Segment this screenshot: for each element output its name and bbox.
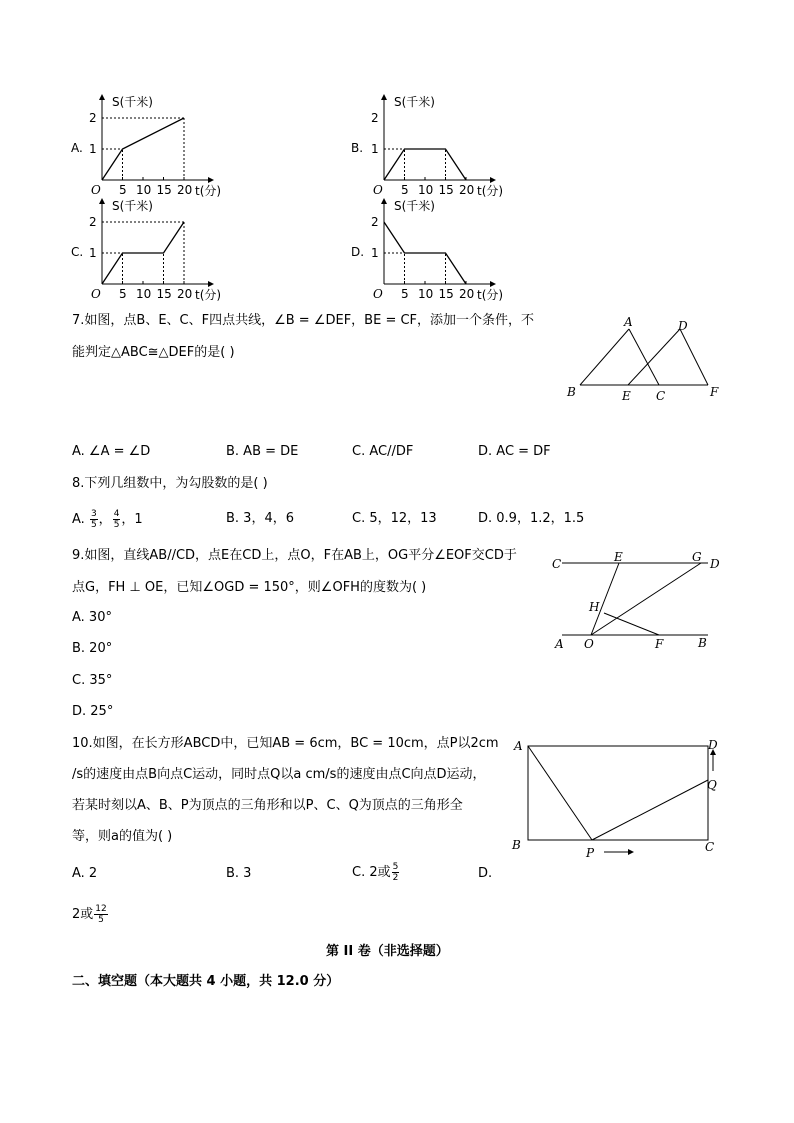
q9-option-d: D. 25° bbox=[72, 704, 114, 719]
graph-1-x-tick-5: 5 bbox=[119, 183, 127, 197]
q10-stem-line3: 若某时刻以A、B、P为顶点的三角形和以P、C、Q为顶点的三角形全 bbox=[72, 798, 463, 813]
graph-2-x-tick-15: 15 bbox=[438, 183, 454, 197]
q10-option-c-num: 5 bbox=[392, 862, 399, 872]
graph-4-y-tick-1: 1 bbox=[371, 246, 379, 260]
graph-3-option-label: C. bbox=[71, 245, 84, 259]
graph-1-option-label: A. bbox=[71, 141, 83, 155]
q7-label-a: A bbox=[624, 315, 633, 329]
q10-option-c-den: 2 bbox=[392, 873, 399, 883]
q10-stem-line2: /s的速度由点B向点C运动，同时点Q以a cm/s的速度由点C向点D运动， bbox=[72, 767, 486, 782]
q10-rectangle-abcd bbox=[528, 746, 708, 840]
graph-4-x-tick-15: 15 bbox=[438, 287, 454, 301]
q10-option-d-prefix: 2或 bbox=[72, 907, 94, 922]
q9-label-e: E bbox=[614, 550, 623, 564]
q10-label-c: C bbox=[705, 840, 715, 854]
graph-1-x-tick-15: 15 bbox=[156, 183, 172, 197]
q9-option-c: C. 35° bbox=[72, 673, 113, 688]
q7-label-c: C bbox=[656, 389, 666, 403]
q10-label-d: D bbox=[708, 738, 718, 752]
q10-label-a: A bbox=[514, 739, 523, 753]
q8-fraction-2-num: 4 bbox=[113, 509, 120, 519]
q7-line-df bbox=[680, 329, 708, 385]
graph-1-x-arrow bbox=[208, 177, 214, 183]
graph-1-x-label: t(分) bbox=[195, 184, 222, 198]
graph-3-origin-label: O bbox=[91, 287, 101, 301]
graph-3-x-tick-5: 5 bbox=[119, 287, 127, 301]
graph-2-y-arrow bbox=[381, 94, 387, 100]
q9-line-oe bbox=[591, 563, 619, 635]
q9-figure bbox=[550, 550, 730, 650]
graph-3-y-tick-2: 2 bbox=[89, 215, 97, 229]
q7-line-ba bbox=[580, 329, 629, 385]
graph-4-y-tick-2: 2 bbox=[371, 215, 379, 229]
graph-1-y-arrow bbox=[99, 94, 105, 100]
graph-2-data-line bbox=[384, 149, 466, 180]
q7-option-b: B. AB = DE bbox=[226, 444, 299, 459]
q10-stem-line4: 等，则a的值为( ) bbox=[72, 829, 173, 844]
q9-stem-line2: 点G，FH ⊥ OE，已知∠OGD = 150°，则∠OFH的度数为( ) bbox=[72, 580, 427, 595]
q8-option-a-prefix: A. bbox=[72, 512, 85, 527]
q10-stem-line1: 10.如图，在长方形ABCD中，已知AB = 6cm，BC = 10cm，点P以2cm bbox=[72, 736, 499, 751]
q9-label-d: D bbox=[710, 557, 720, 571]
graph-2-y-label: S(千米) bbox=[394, 95, 435, 109]
q7-label-b: B bbox=[567, 385, 576, 399]
q10-figure bbox=[510, 735, 730, 860]
q9-option-a: A. 30° bbox=[72, 610, 112, 625]
graph-3-x-label: t(分) bbox=[195, 288, 222, 302]
q10-option-d: D. bbox=[478, 866, 493, 881]
q9-line-og bbox=[591, 563, 701, 635]
q8-fraction-1 bbox=[90, 509, 98, 530]
graph-3-x-tick-10: 10 bbox=[136, 287, 152, 301]
graph-2-x-arrow bbox=[490, 177, 496, 183]
graph-3-y-label: S(千米) bbox=[112, 199, 153, 213]
q6-graphs bbox=[0, 0, 794, 310]
q7-option-a: A. ∠A = ∠D bbox=[72, 444, 151, 459]
graph-2-x-tick-20: 20 bbox=[459, 183, 475, 197]
section2-header: 二、填空题（本大题共 4 小题，共 12.0 分） bbox=[72, 974, 340, 989]
graph-3-y-arrow bbox=[99, 198, 105, 204]
q8-fraction-1-num: 3 bbox=[90, 509, 97, 519]
graph-4-option-label: D. bbox=[351, 245, 365, 259]
graph-3-x-arrow bbox=[208, 281, 214, 287]
graph-2-x-label: t(分) bbox=[477, 184, 504, 198]
q10-line-ap bbox=[528, 746, 592, 840]
q9-label-o: O bbox=[584, 637, 594, 651]
q10-label-p: P bbox=[586, 846, 595, 860]
q10-option-d-num: 12 bbox=[95, 904, 107, 914]
graph-3-x-tick-20: 20 bbox=[177, 287, 193, 301]
graph-4-x-tick-5: 5 bbox=[401, 287, 409, 301]
graph-4-x-label: t(分) bbox=[477, 288, 504, 302]
q10-arrowhead-p bbox=[628, 849, 634, 855]
graph-1-x-tick-20: 20 bbox=[177, 183, 193, 197]
q10-option-c bbox=[352, 862, 400, 883]
q7-option-c: C. AC//DF bbox=[352, 444, 414, 459]
graph-2-origin-label: O bbox=[373, 183, 383, 197]
q9-label-b: B bbox=[698, 636, 707, 650]
q9-label-c: C bbox=[552, 557, 562, 571]
graph-2-y-tick-2: 2 bbox=[371, 111, 379, 125]
graph-4-x-tick-10: 10 bbox=[418, 287, 434, 301]
q7-label-f: F bbox=[710, 385, 719, 399]
q9-label-f: F bbox=[655, 637, 664, 651]
q9-stem-line1: 9.如图，直线AB//CD，点E在CD上，点O，F在AB上，OG平分∠EOF交CD于 bbox=[72, 548, 517, 563]
q10-label-q: Q bbox=[707, 778, 717, 792]
q9-line-fh bbox=[604, 613, 659, 635]
q10-option-d-value bbox=[72, 904, 109, 925]
q8-option-d: D. 0.9，1.2，1.5 bbox=[478, 511, 585, 526]
q8-fraction-2 bbox=[113, 509, 121, 530]
q7-label-e: E bbox=[622, 389, 631, 403]
q7-figure bbox=[562, 314, 732, 404]
q10-option-c-prefix: C. 2或 bbox=[352, 865, 391, 880]
q8-fraction-1-den: 5 bbox=[90, 520, 97, 530]
q8-stem: 8.下列几组数中，为勾股数的是( ) bbox=[72, 476, 268, 491]
q8-option-c: C. 5，12，13 bbox=[352, 511, 437, 526]
q9-label-g: G bbox=[692, 550, 702, 564]
q10-option-d-fraction bbox=[94, 904, 107, 925]
q7-stem-line2: 能判定△ABC≅△DEF的是( ) bbox=[72, 345, 235, 360]
graph-3-y-tick-1: 1 bbox=[89, 246, 97, 260]
q10-option-d-den: 5 bbox=[98, 915, 104, 925]
graph-4-y-label: S(千米) bbox=[394, 199, 435, 213]
graph-4-x-tick-20: 20 bbox=[459, 287, 475, 301]
q8-option-a-tail: ，1 bbox=[121, 512, 143, 527]
graph-2-option-label: B. bbox=[351, 141, 364, 155]
q9-label-h: H bbox=[589, 600, 600, 614]
q7-option-d: D. AC = DF bbox=[478, 444, 551, 459]
q10-label-b: B bbox=[512, 838, 521, 852]
section-title: 第 II 卷（非选择题） bbox=[326, 944, 449, 959]
graph-1-y-tick-2: 2 bbox=[89, 111, 97, 125]
graph-4-x-arrow bbox=[490, 281, 496, 287]
q7-stem-line1: 7.如图，点B、E、C、F四点共线，∠B = ∠DEF，BE = CF，添加一个条件，不 bbox=[72, 313, 535, 328]
q8-option-b: B. 3，4，6 bbox=[226, 511, 294, 526]
q8-option-a: A. $\frac{3}{5}$ ， $\frac{4}{5}$ ，1 bbox=[72, 509, 143, 530]
graph-2-x-tick-10: 10 bbox=[418, 183, 434, 197]
q10-option-c-fraction bbox=[392, 862, 400, 883]
graph-4-origin-label: O bbox=[373, 287, 383, 301]
q8-fraction-2-den: 5 bbox=[113, 520, 120, 530]
graph-2-x-tick-5: 5 bbox=[401, 183, 409, 197]
q10-option-b: B. 3 bbox=[226, 866, 252, 881]
graph-2-y-tick-1: 1 bbox=[371, 142, 379, 156]
q9-label-a: A bbox=[555, 637, 564, 651]
q10-option-a: A. 2 bbox=[72, 866, 98, 881]
q9-option-b: B. 20° bbox=[72, 641, 113, 656]
graph-4-y-arrow bbox=[381, 198, 387, 204]
graph-1-origin-label: O bbox=[91, 183, 101, 197]
q10-line-pq bbox=[592, 780, 708, 840]
graph-1-y-label: S(千米) bbox=[112, 95, 153, 109]
graph-3-x-tick-15: 15 bbox=[156, 287, 172, 301]
q7-label-d: D bbox=[678, 319, 688, 333]
graph-1-x-tick-10: 10 bbox=[136, 183, 152, 197]
graph-1-y-tick-1: 1 bbox=[89, 142, 97, 156]
